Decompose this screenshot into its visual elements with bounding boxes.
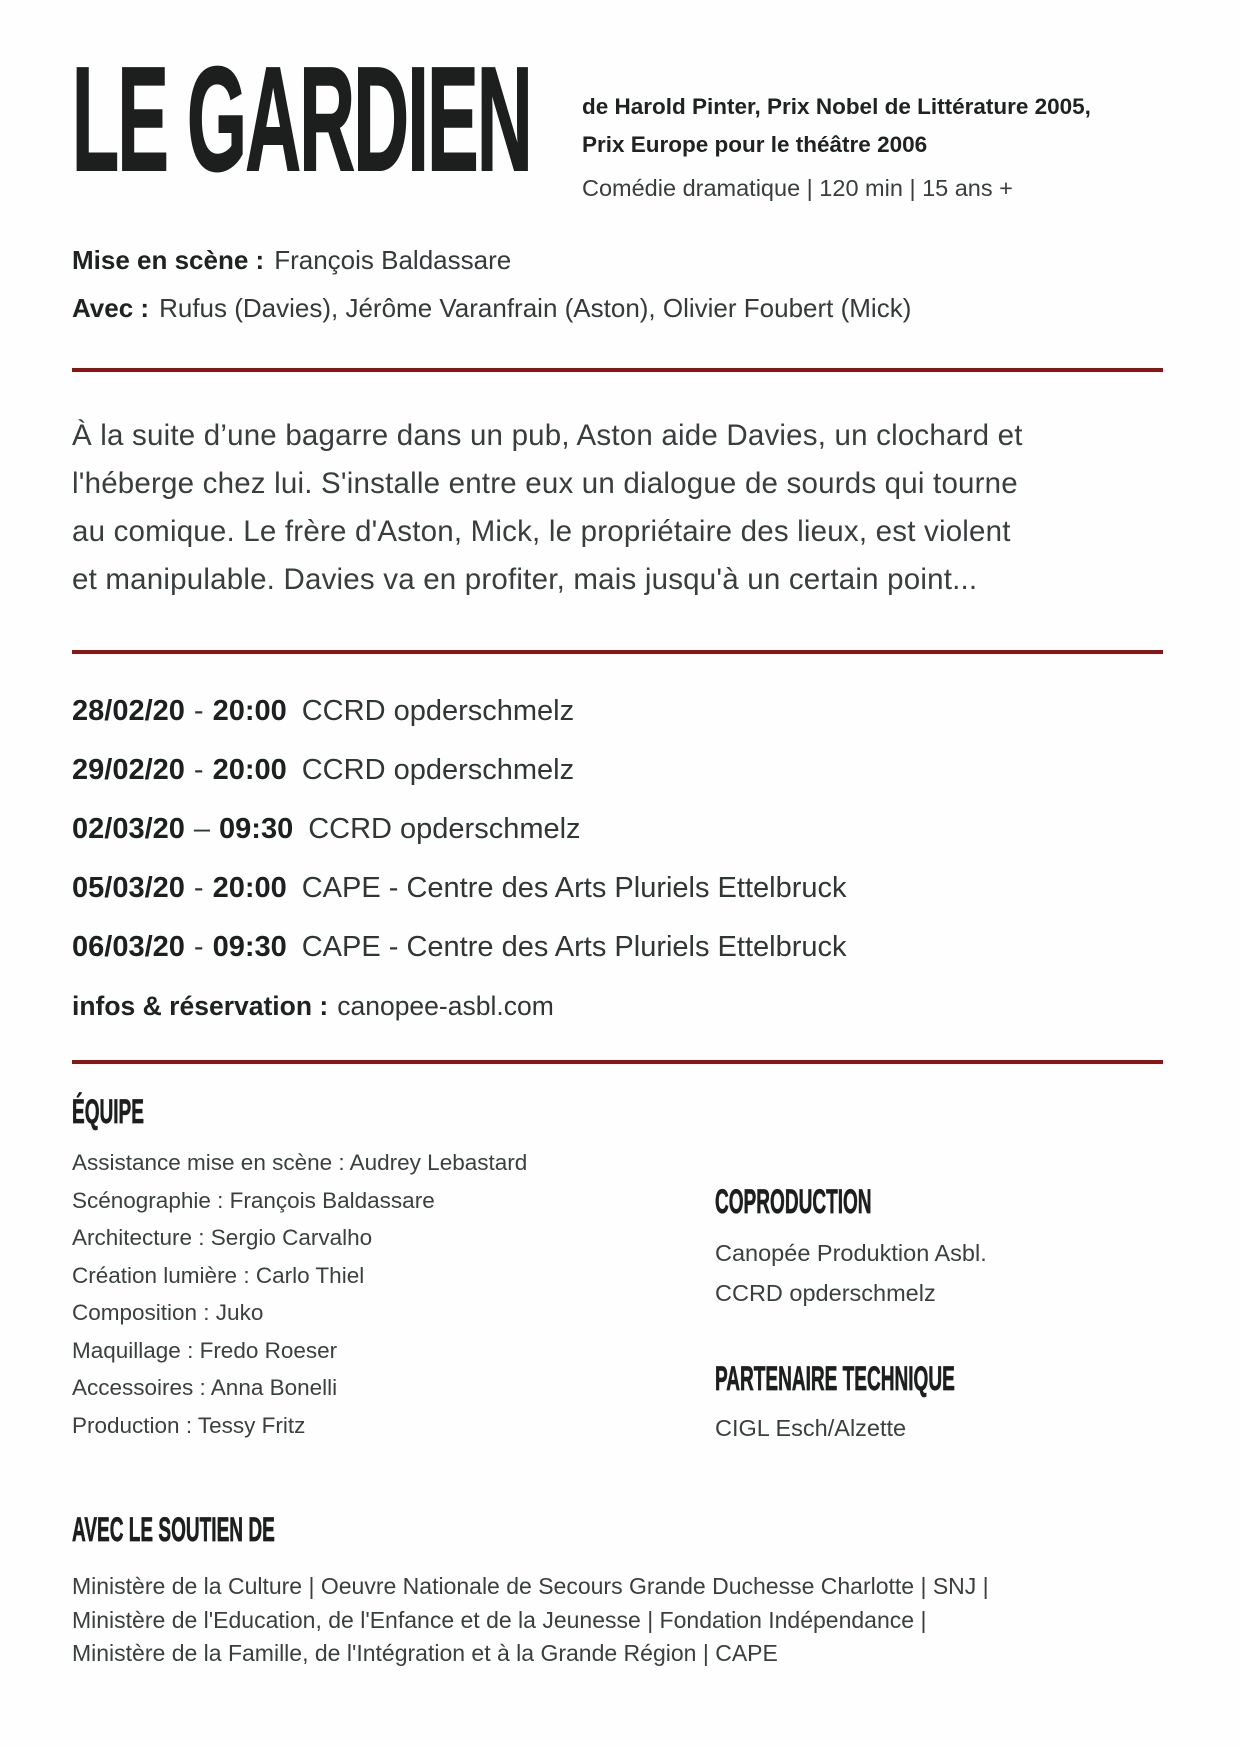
genre-duration-age: Comédie dramatique | 120 min | 15 ans +: [582, 175, 1013, 201]
synopsis-line: au comique. Le frère d'Aston, Mick, le propriétaire des lieux, est violent: [72, 515, 1011, 548]
support-line: Ministère de la Famille, de l'Intégration et à la Grande Région | CAPE: [72, 1640, 778, 1666]
page-title: LE GARDIEN: [72, 37, 532, 202]
show-row: [72, 918, 1163, 977]
support-heading-wrap: [72, 1512, 1163, 1548]
team-member: Composition : Juko: [72, 1300, 264, 1325]
show-date: 02/03/20: [72, 813, 185, 845]
header: [72, 37, 1163, 204]
date-time-separator: -: [193, 872, 204, 904]
show-venue: CCRD opderschmelz: [301, 695, 575, 727]
play-title-wrap: [72, 37, 552, 202]
show-date: 29/02/20: [72, 754, 185, 786]
coproduction-heading-wrap: [715, 1184, 1163, 1220]
synopsis-line: l'héberge chez lui. S'installe entre eux un dialogue de sourds qui tourne: [72, 467, 1018, 500]
credits-block: [72, 236, 1163, 332]
coproduction-column: [672, 1094, 1163, 1448]
show-time: 20:00: [212, 695, 287, 727]
date-time-separator: –: [193, 813, 211, 845]
director-label: Mise en scène :: [72, 245, 265, 275]
synopsis: [72, 412, 1163, 604]
show-date: 05/03/20: [72, 872, 185, 904]
show-time: 09:30: [212, 931, 287, 963]
support-list: [72, 1570, 1163, 1671]
author-line-2: Prix Europe pour le théâtre 2006: [582, 132, 928, 157]
coproduction-item: Canopée Produktion Asbl.: [715, 1240, 987, 1266]
header-right: [582, 72, 1091, 203]
booking-info-line: [72, 977, 1163, 1036]
show-venue: CAPE - Centre des Arts Pluriels Ettelbruck: [301, 872, 847, 904]
booking-info-label: infos & réservation :: [72, 991, 329, 1021]
technical-partner-heading-wrap: [715, 1361, 1163, 1397]
team-member: Production : Tessy Fritz: [72, 1412, 306, 1438]
technical-partner-heading: PARTENAIRE TECHNIQUE: [715, 1360, 955, 1398]
cast-line: [72, 284, 1163, 332]
show-time: 20:00: [212, 872, 287, 904]
support-line: Ministère de la Culture | Oeuvre Nationale de Secours Grande Duchesse Charlotte | SNJ |: [72, 1573, 989, 1599]
team-member: Scénographie : François Baldassare: [72, 1187, 435, 1213]
divider-rule-3: [72, 1060, 1163, 1064]
show-venue: CCRD opderschmelz: [301, 754, 575, 786]
director-line: [72, 236, 1163, 284]
show-venue: CAPE - Centre des Arts Pluriels Ettelbruck: [301, 931, 847, 963]
team-heading: ÉQUIPE: [72, 1093, 144, 1131]
synopsis-line: et manipulable. Davies va en profiter, mais jusqu'à un certain point...: [72, 563, 978, 596]
divider-rule-1: [72, 368, 1163, 372]
technical-partner-item: CIGL Esch/Alzette: [715, 1415, 907, 1441]
team-heading-wrap: [72, 1094, 672, 1130]
cast-label: Avec :: [72, 293, 150, 323]
team-member: Assistance mise en scène : Audrey Lebastard: [72, 1150, 528, 1175]
team-column: [72, 1094, 672, 1448]
support-line: Ministère de l'Education, de l'Enfance et de la Jeunesse | Fondation Indépendance |: [72, 1606, 927, 1633]
schedule: [72, 682, 1163, 1036]
credits-columns: [72, 1094, 1163, 1448]
date-time-separator: -: [193, 931, 204, 963]
show-row: [72, 800, 1163, 859]
synopsis-line: À la suite d’une bagarre dans un pub, Aston aide Davies, un clochard et: [72, 419, 1023, 452]
show-row: [72, 682, 1163, 741]
author-line-1: de Harold Pinter, Prix Nobel de Littérature 2005,: [582, 94, 1091, 119]
show-time: 09:30: [219, 813, 294, 845]
support-heading: AVEC LE SOUTIEN DE: [72, 1511, 275, 1549]
show-date: 28/02/20: [72, 695, 185, 727]
date-time-separator: -: [193, 695, 204, 727]
show-date: 06/03/20: [72, 931, 185, 963]
coproduction-heading: COPRODUCTION: [715, 1183, 872, 1221]
team-member: Architecture : Sergio Carvalho: [72, 1225, 373, 1250]
team-member: Création lumière : Carlo Thiel: [72, 1262, 365, 1288]
team-list: [72, 1144, 672, 1444]
support-section: [72, 1512, 1163, 1671]
coproduction-item: CCRD opderschmelz: [715, 1280, 936, 1306]
show-time: 20:00: [212, 754, 287, 786]
technical-partner-list: [715, 1408, 1163, 1448]
team-member: Maquillage : Fredo Roeser: [72, 1337, 338, 1363]
show-venue: CCRD opderschmelz: [308, 813, 581, 845]
coproduction-list: [715, 1233, 1163, 1313]
divider-rule-2: [72, 650, 1163, 654]
show-row: [72, 741, 1163, 800]
team-member: Accessoires : Anna Bonelli: [72, 1375, 338, 1400]
cast-names: Rufus (Davies), Jérôme Varanfrain (Aston), Olivier Foubert (Mick): [159, 293, 912, 323]
booking-website: canopee-asbl.com: [337, 991, 554, 1021]
director-name: François Baldassare: [274, 245, 512, 275]
technical-partner-block: [715, 1361, 1163, 1448]
date-time-separator: -: [193, 754, 204, 786]
show-row: [72, 859, 1163, 918]
